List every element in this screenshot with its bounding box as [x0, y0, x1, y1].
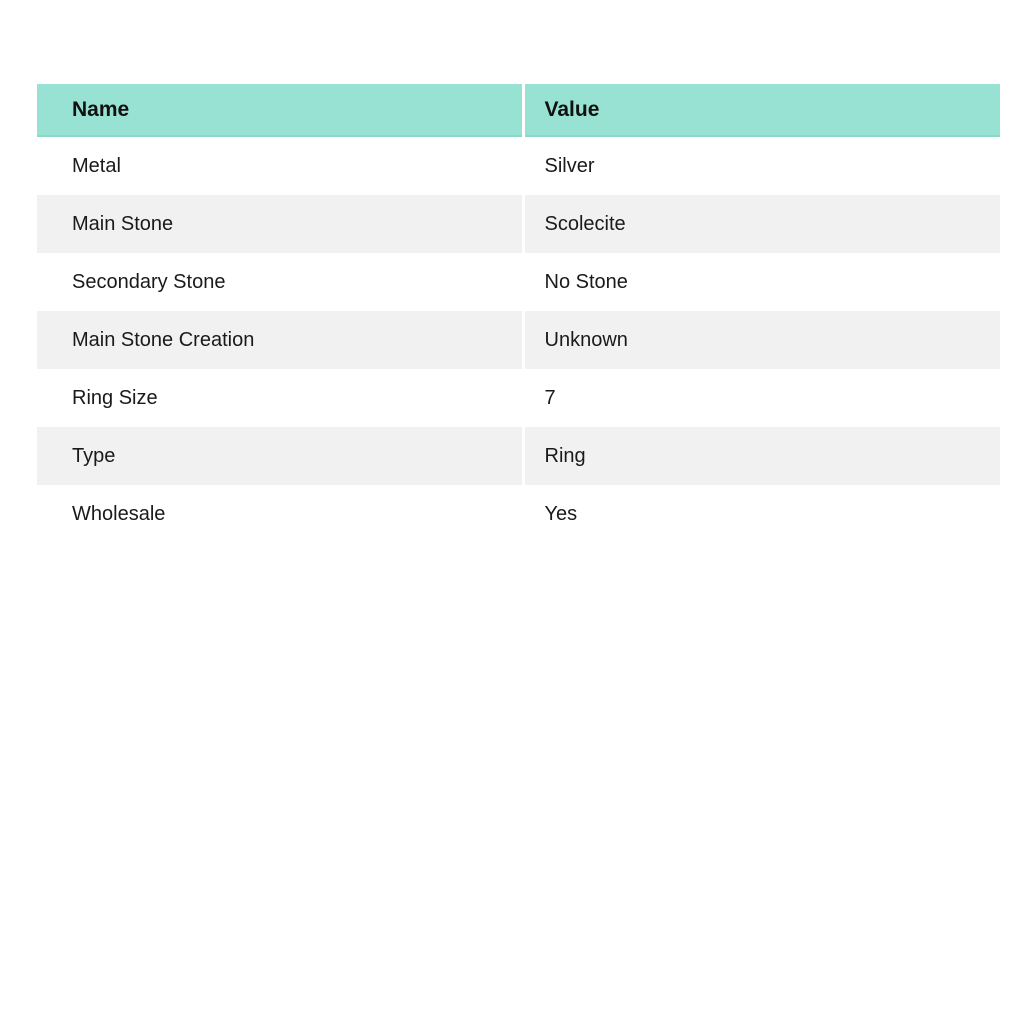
attribute-value-cell: No Stone	[523, 253, 1000, 311]
attribute-value-cell: Unknown	[523, 311, 1000, 369]
attribute-name-cell: Main Stone Creation	[37, 311, 523, 369]
column-header-value: Value	[523, 84, 1000, 136]
attribute-name-cell: Main Stone	[37, 195, 523, 253]
attribute-value-cell: Scolecite	[523, 195, 1000, 253]
attribute-name-cell: Secondary Stone	[37, 253, 523, 311]
attribute-name-cell: Wholesale	[37, 485, 523, 543]
table-row	[37, 311, 1000, 369]
table-row	[37, 485, 1000, 543]
table-row	[37, 369, 1000, 427]
attributes-table-container	[37, 84, 1000, 543]
attribute-name-cell: Metal	[37, 136, 523, 195]
column-header-name: Name	[37, 84, 523, 136]
table-body	[37, 136, 1000, 543]
table-header	[37, 84, 1000, 136]
table-row	[37, 195, 1000, 253]
attribute-value-cell: Ring	[523, 427, 1000, 485]
attribute-name-cell: Ring Size	[37, 369, 523, 427]
table-row	[37, 136, 1000, 195]
attribute-value-cell: Yes	[523, 485, 1000, 543]
header-row	[37, 84, 1000, 136]
table-row	[37, 427, 1000, 485]
attribute-name-cell: Type	[37, 427, 523, 485]
table-row	[37, 253, 1000, 311]
attribute-value-cell: 7	[523, 369, 1000, 427]
attributes-table	[37, 84, 1000, 543]
attribute-value-cell: Silver	[523, 136, 1000, 195]
